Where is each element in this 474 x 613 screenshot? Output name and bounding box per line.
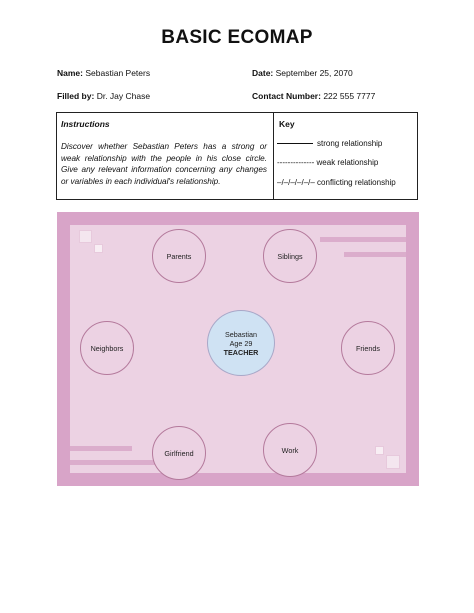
decor-stripe — [70, 446, 132, 451]
decor-stripe — [344, 252, 406, 257]
decor-square — [375, 446, 384, 455]
node-friends: Friends — [341, 321, 395, 375]
center-age: Age 29 — [229, 338, 253, 348]
date-label: Date: — [252, 68, 274, 78]
key-conflict-label: conflicting relationship — [317, 178, 396, 187]
filled-by-label: Filled by: — [57, 91, 95, 101]
center-name: Sebastian — [225, 329, 257, 339]
key-strong-row — [277, 139, 382, 148]
date-value: September 25, 2070 — [275, 68, 353, 78]
conflict-line-icon: –/–/–/–/–/– — [277, 178, 315, 187]
instructions-text: Discover whether Sebastian Peters has a strong or weak relationship with the people in his close circle. Give any relevant information concerning any changes or variables in each individual's relationship. — [61, 142, 267, 186]
name-value: Sebastian Peters — [85, 68, 151, 78]
strong-line-icon — [277, 143, 313, 144]
key-heading: Key — [279, 119, 295, 129]
node-girlfriend: Girlfriend — [152, 426, 206, 480]
instructions-key-table — [56, 112, 418, 200]
key-weak-label: weak relationship — [316, 158, 379, 167]
date-field — [252, 68, 353, 78]
contact-field — [252, 91, 375, 101]
weak-line-icon: -------------- — [277, 158, 315, 167]
key-weak-row — [277, 158, 378, 167]
node-parents: Parents — [152, 229, 206, 283]
contact-label: Contact Number: — [252, 91, 321, 101]
table-divider — [273, 113, 274, 199]
node-neighbors: Neighbors — [80, 321, 134, 375]
filled-by-field — [57, 91, 150, 101]
instructions-heading: Instructions — [61, 119, 110, 129]
name-field — [57, 68, 150, 78]
filled-by-value: Dr. Jay Chase — [96, 91, 151, 101]
decor-square — [94, 244, 103, 253]
key-strong-label: strong relationship — [317, 139, 383, 148]
page-title: BASIC ECOMAP — [161, 27, 313, 48]
decor-square — [386, 455, 400, 469]
decor-stripe — [320, 237, 406, 242]
node-work: Work — [263, 423, 317, 477]
node-siblings: Siblings — [263, 229, 317, 283]
name-label: Name: — [57, 68, 83, 78]
key-conflict-row — [277, 178, 396, 187]
decor-stripe — [70, 460, 160, 465]
center-node — [207, 310, 275, 376]
contact-value: 222 555 7777 — [323, 91, 376, 101]
center-role: TEACHER — [223, 347, 259, 357]
decor-square — [79, 230, 92, 243]
